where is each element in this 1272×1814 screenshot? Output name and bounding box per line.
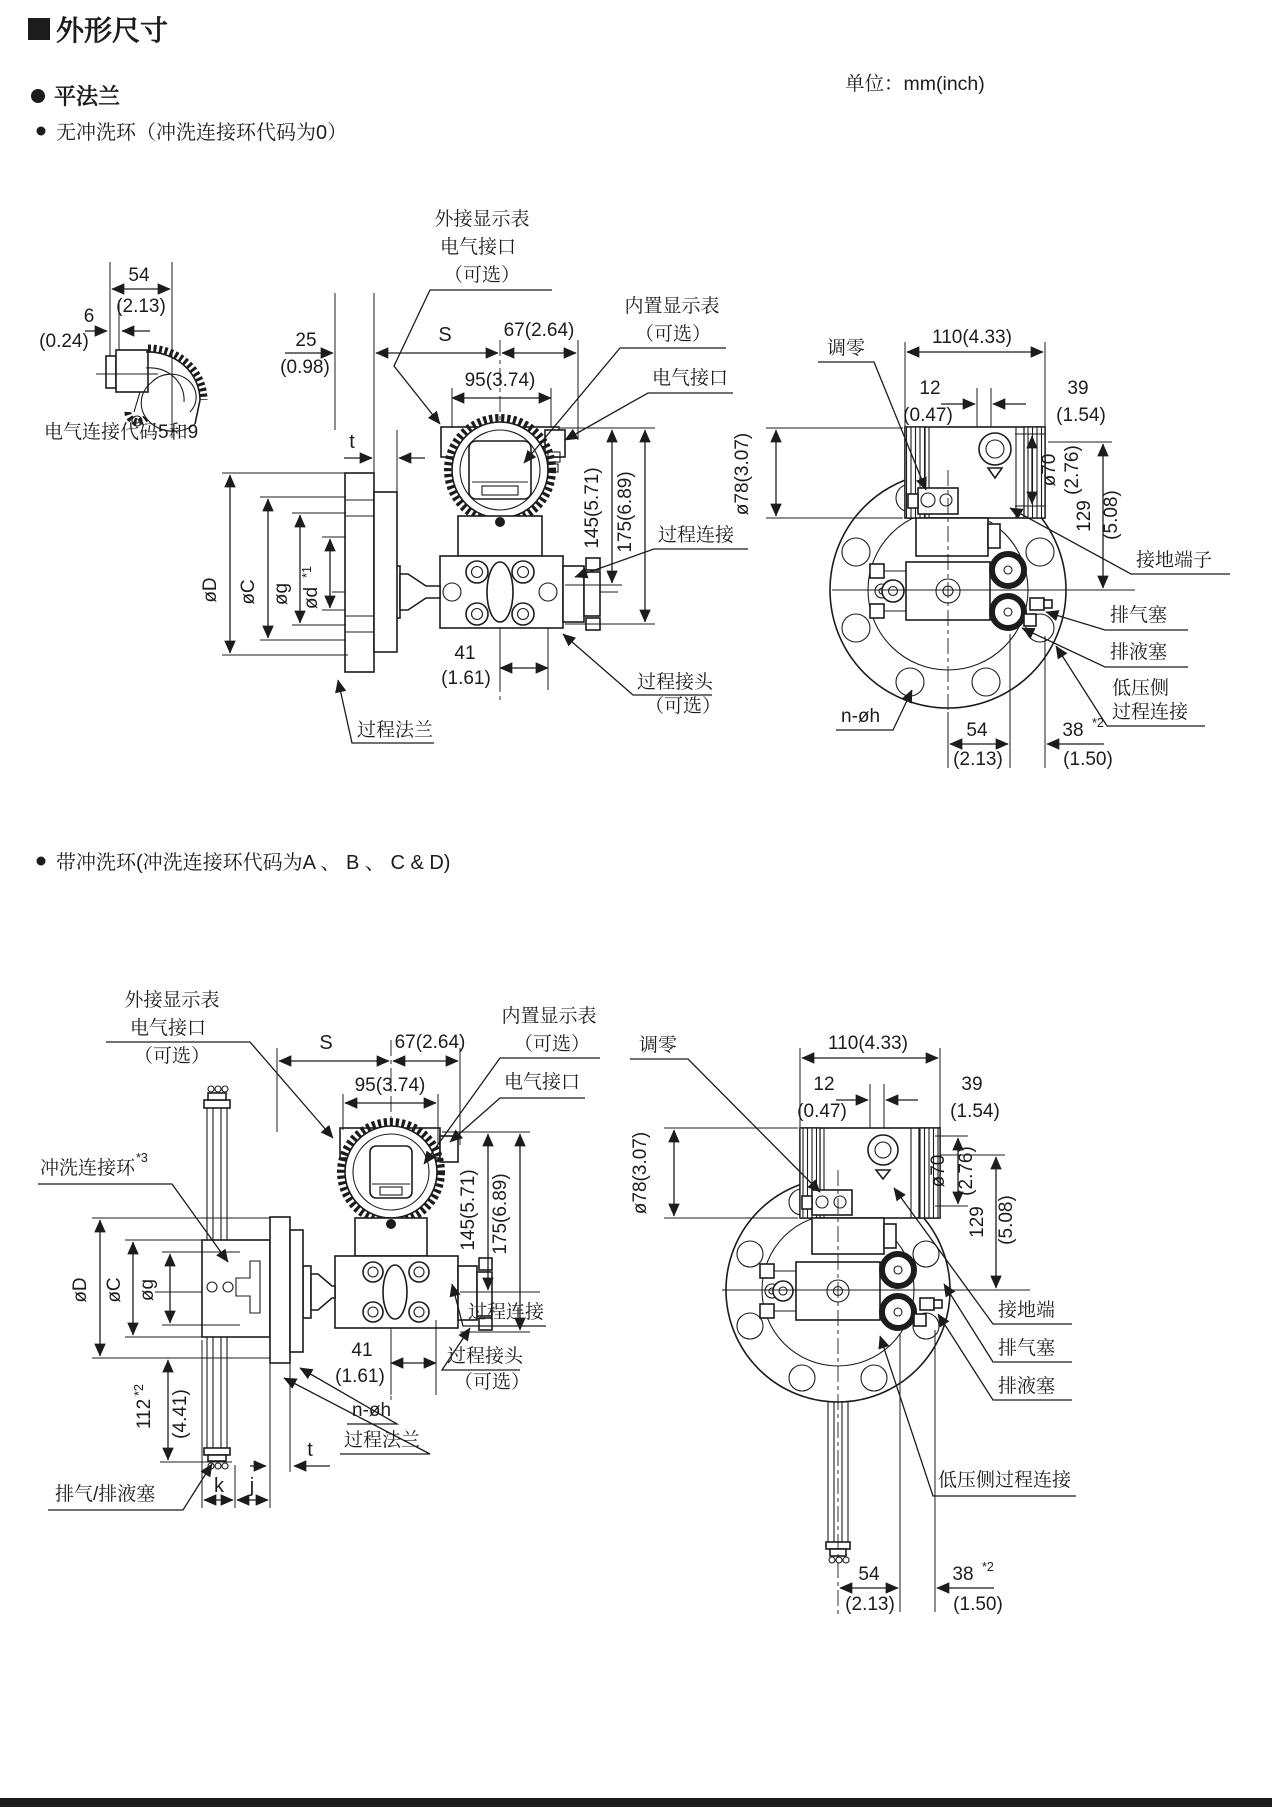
- label-elec-conn: 电气接口: [651, 368, 729, 389]
- dim-o70: ø70: [928, 1154, 949, 1188]
- dim-o70-inch: (2.76): [956, 1146, 977, 1196]
- dim-41: 41: [454, 643, 476, 664]
- s2-side-view: [630, 1033, 1076, 1615]
- dim-oC: øC: [238, 579, 259, 605]
- dim-54-side-inch: (2.13): [953, 749, 1003, 770]
- dim-k: k: [214, 1475, 224, 1497]
- dim-54-inch: (2.13): [116, 296, 166, 317]
- dim-6-inch: (0.24): [39, 331, 89, 352]
- dim-12: 12: [919, 378, 941, 399]
- dim-6: 6: [83, 306, 95, 327]
- page-bottom-rule: [0, 1798, 1272, 1807]
- dim-54-side: 54: [858, 1564, 880, 1585]
- dim-og: øg: [137, 1278, 158, 1302]
- label-lp-side2: 过程连接: [1112, 702, 1189, 723]
- dim-67: 67(2.64): [503, 320, 575, 341]
- dim-od: ød: [301, 586, 322, 610]
- label-process-adapter2: （可选）: [645, 696, 722, 717]
- page-title: 外形尺寸: [56, 15, 169, 46]
- label-vent-plug: 排气塞: [998, 1338, 1056, 1359]
- label-process-adapter: 过程接头: [637, 672, 714, 693]
- label-process-flange: 过程法兰: [344, 1430, 421, 1451]
- dim-54-side-inch: (2.13): [845, 1594, 895, 1615]
- dim-oC: øC: [104, 1277, 125, 1303]
- dim-o70: ø70: [1039, 453, 1060, 487]
- label-ext-display3: （可选）: [443, 265, 521, 286]
- s2-front-view: [38, 989, 600, 1510]
- label-ext-display: 外接显示表: [434, 209, 530, 230]
- label-zero-adjust: 调零: [638, 1035, 678, 1056]
- page-header: [28, 15, 985, 144]
- dim-38-inch: (1.50): [953, 1594, 1003, 1615]
- dim-o78: ø78(3.07): [630, 1131, 651, 1215]
- dim-25-inch: (0.98): [280, 357, 330, 378]
- s1-elbow-part: [39, 262, 204, 443]
- s2-subtitle: 带冲洗环(冲洗连接环代码为A 、 B 、 C & D): [56, 852, 451, 874]
- dim-129: 129: [1074, 500, 1095, 532]
- label-process-flange: 过程法兰: [357, 720, 434, 741]
- dim-54-side: 54: [966, 720, 988, 741]
- dim-od-sup: *1: [300, 566, 314, 578]
- label-int-display: 内置显示表: [624, 296, 720, 317]
- label-process-adapter: 过程接头: [447, 1346, 524, 1367]
- label-elec-conn: 电气接口: [503, 1072, 581, 1093]
- dim-n-holes: n-øh: [352, 1400, 392, 1421]
- dim-25: 25: [295, 330, 317, 351]
- unit-label: 单位：mm(inch): [845, 73, 985, 95]
- label-ext-display2: 电气接口: [129, 1018, 207, 1039]
- label-vent-plug: 排气塞: [1110, 605, 1168, 626]
- dim-S: S: [319, 1032, 333, 1054]
- dim-41-inch: (1.61): [335, 1366, 385, 1387]
- dim-S: S: [438, 324, 452, 346]
- label-int-display: 内置显示表: [501, 1006, 597, 1027]
- s1-subtitle: 无冲洗环（冲洗连接环代码为0）: [56, 122, 348, 144]
- dim-129-inch: (5.08): [996, 1195, 1017, 1245]
- label-flush-ring: 冲洗连接环: [40, 1158, 136, 1179]
- dim-t: t: [307, 1439, 313, 1461]
- label-process-adapter2: （可选）: [454, 1372, 531, 1393]
- dim-95: 95(3.74): [354, 1075, 426, 1096]
- s1-front-view: [200, 208, 748, 743]
- label-ground-terminal: 接地端子: [1136, 550, 1213, 571]
- dim-j: j: [249, 1475, 255, 1497]
- section-square-icon: [28, 18, 50, 40]
- dim-39: 39: [961, 1074, 983, 1095]
- dim-oD: øD: [70, 1277, 91, 1303]
- dim-112-sup: *2: [132, 1384, 146, 1396]
- s1-title: 平法兰: [54, 84, 121, 109]
- dim-175: 175(6.89): [490, 1173, 511, 1255]
- dim-145: 145(5.71): [582, 467, 603, 549]
- dim-67: 67(2.64): [394, 1032, 466, 1053]
- label-ext-display2: 电气接口: [439, 237, 517, 258]
- label-lp-side: 低压侧: [1112, 678, 1170, 699]
- label-process-conn: 过程连接: [658, 525, 735, 546]
- label-drain-plug: 排液塞: [1110, 642, 1168, 663]
- dim-129-inch: (5.08): [1101, 490, 1122, 540]
- s2-heading: [37, 851, 451, 874]
- dim-38: 38: [952, 1564, 974, 1585]
- dim-54: 54: [128, 265, 150, 286]
- dim-12-inch: (0.47): [903, 405, 953, 426]
- dim-112-inch: (4.41): [170, 1389, 191, 1439]
- bullet-icon: [31, 89, 45, 103]
- label-int-display2: （可选）: [513, 1034, 591, 1055]
- label-lp-process-conn: 低压侧过程连接: [938, 1470, 1072, 1491]
- elbow-caption: 电气连接代码5和9: [44, 422, 199, 443]
- dim-38-sup: *2: [1092, 716, 1104, 730]
- dim-38-inch: (1.50): [1063, 749, 1113, 770]
- dim-oD: øD: [200, 577, 221, 603]
- label-zero-adjust: 调零: [826, 338, 866, 359]
- dim-41-inch: (1.61): [441, 668, 491, 689]
- dim-12-inch: (0.47): [797, 1101, 847, 1122]
- dim-39-inch: (1.54): [1056, 405, 1106, 426]
- sub-bullet-icon: [37, 857, 46, 866]
- dim-t: t: [349, 431, 355, 453]
- dim-og: øg: [271, 582, 292, 606]
- dim-12: 12: [813, 1074, 835, 1095]
- dim-41: 41: [351, 1340, 373, 1361]
- label-ext-display3: （可选）: [133, 1046, 211, 1067]
- label-process-conn: 过程连接: [468, 1302, 545, 1323]
- dim-175: 175(6.89): [615, 471, 636, 553]
- dim-o78: ø78(3.07): [732, 432, 753, 516]
- dim-145: 145(5.71): [458, 1169, 479, 1251]
- label-ground-terminal: 接地端: [998, 1300, 1056, 1321]
- dim-110: 110(4.33): [828, 1033, 908, 1054]
- dim-95: 95(3.74): [464, 370, 536, 391]
- dim-o70-inch: (2.76): [1062, 445, 1083, 495]
- label-flush-ring-sup: *3: [136, 1151, 148, 1165]
- label-int-display2: （可选）: [634, 324, 712, 345]
- dim-129: 129: [967, 1206, 988, 1238]
- dim-39: 39: [1067, 378, 1089, 399]
- dim-39-inch: (1.54): [950, 1101, 1000, 1122]
- sub-bullet-icon: [37, 127, 46, 136]
- dim-110: 110(4.33): [932, 327, 1012, 348]
- label-ext-display: 外接显示表: [124, 990, 220, 1011]
- s1-side-view: [732, 327, 1230, 770]
- dim-38: 38: [1062, 720, 1084, 741]
- label-vent-drain: 排气/排液塞: [55, 1484, 156, 1505]
- dim-112: 112: [134, 1398, 155, 1430]
- dim-n-holes: n-øh: [841, 706, 881, 727]
- dim-38-sup: *2: [982, 1560, 994, 1574]
- label-drain-plug: 排液塞: [998, 1376, 1056, 1397]
